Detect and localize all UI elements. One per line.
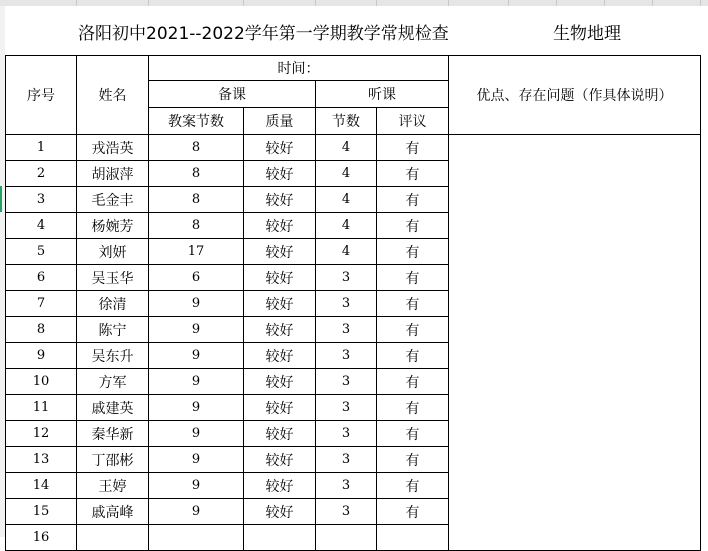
cell-quality[interactable]: 较好 bbox=[244, 213, 316, 239]
cell-quality[interactable]: 较好 bbox=[244, 135, 316, 161]
cell-seq[interactable]: 9 bbox=[6, 343, 77, 369]
worksheet[interactable] bbox=[5, 6, 708, 545]
cell-plan-count[interactable]: 9 bbox=[149, 343, 244, 369]
cell-name[interactable]: 胡淑萍 bbox=[77, 161, 149, 187]
header-listen[interactable]: 听课 bbox=[316, 81, 449, 108]
cell-lesson-count[interactable]: 4 bbox=[316, 135, 377, 161]
subject-label: 生物地理 bbox=[553, 24, 621, 44]
cell-lesson-count[interactable]: 3 bbox=[316, 369, 377, 395]
cell-seq[interactable]: 15 bbox=[6, 499, 77, 525]
cell-lesson-count[interactable]: 3 bbox=[316, 317, 377, 343]
header-prep[interactable]: 备课 bbox=[149, 81, 316, 108]
sheet-title: 洛阳初中2021--2022学年第一学期教学常规检查 bbox=[78, 24, 449, 44]
header-plan-count[interactable]: 教案节数 bbox=[149, 108, 244, 135]
cell-lesson-count[interactable]: 3 bbox=[316, 291, 377, 317]
cell-plan-count[interactable]: 9 bbox=[149, 499, 244, 525]
title-row[interactable] bbox=[5, 6, 708, 55]
cell-comment[interactable]: 有 bbox=[377, 421, 449, 447]
cell-name[interactable]: 杨婉芳 bbox=[77, 213, 149, 239]
cell-name[interactable]: 戎浩英 bbox=[77, 135, 149, 161]
cell-lesson-count[interactable]: 3 bbox=[316, 473, 377, 499]
cell-quality[interactable]: 较好 bbox=[244, 395, 316, 421]
cell-seq[interactable]: 3 bbox=[6, 187, 77, 213]
cell-seq[interactable]: 2 bbox=[6, 161, 77, 187]
cell-plan-count[interactable]: 9 bbox=[149, 369, 244, 395]
cell-name[interactable]: 吴玉华 bbox=[77, 265, 149, 291]
cell-quality[interactable]: 较好 bbox=[244, 317, 316, 343]
cell-name[interactable]: 陈宁 bbox=[77, 317, 149, 343]
cell-name[interactable] bbox=[77, 525, 149, 551]
table-row bbox=[6, 135, 701, 161]
cell-plan-count[interactable] bbox=[149, 525, 244, 551]
header-quality[interactable]: 质量 bbox=[244, 108, 316, 135]
cell-seq[interactable]: 8 bbox=[6, 317, 77, 343]
cell-name[interactable]: 戚建英 bbox=[77, 395, 149, 421]
cell-comment[interactable]: 有 bbox=[377, 291, 449, 317]
cell-comment[interactable]: 有 bbox=[377, 473, 449, 499]
cell-lesson-count[interactable] bbox=[316, 525, 377, 551]
header-lesson-count[interactable]: 节数 bbox=[316, 108, 377, 135]
cell-quality[interactable]: 较好 bbox=[244, 187, 316, 213]
cell-plan-count[interactable]: 8 bbox=[149, 135, 244, 161]
cell-comment[interactable]: 有 bbox=[377, 161, 449, 187]
cell-seq[interactable]: 16 bbox=[6, 525, 77, 551]
cell-quality[interactable]: 较好 bbox=[244, 369, 316, 395]
cell-plan-count[interactable]: 9 bbox=[149, 395, 244, 421]
cell-seq[interactable]: 6 bbox=[6, 265, 77, 291]
cell-plan-count[interactable]: 8 bbox=[149, 161, 244, 187]
header-name[interactable]: 姓名 bbox=[77, 56, 149, 135]
cell-quality[interactable]: 较好 bbox=[244, 447, 316, 473]
cell-lesson-count[interactable]: 3 bbox=[316, 395, 377, 421]
cell-plan-count[interactable]: 9 bbox=[149, 447, 244, 473]
cell-seq[interactable]: 1 bbox=[6, 135, 77, 161]
cell-quality[interactable]: 较好 bbox=[244, 499, 316, 525]
cell-lesson-count[interactable]: 4 bbox=[316, 239, 377, 265]
cell-lesson-count[interactable]: 3 bbox=[316, 421, 377, 447]
cell-lesson-count[interactable]: 4 bbox=[316, 187, 377, 213]
cell-lesson-count[interactable]: 4 bbox=[316, 161, 377, 187]
header-remarks[interactable]: 优点、存在问题（作具体说明） bbox=[449, 56, 701, 135]
cell-plan-count[interactable]: 9 bbox=[149, 421, 244, 447]
cell-quality[interactable] bbox=[244, 525, 316, 551]
active-cell-indicator bbox=[0, 186, 2, 212]
cell-quality[interactable]: 较好 bbox=[244, 473, 316, 499]
cell-plan-count[interactable]: 8 bbox=[149, 187, 244, 213]
header-time[interactable]: 时间： bbox=[149, 56, 449, 81]
cell-lesson-count[interactable]: 4 bbox=[316, 213, 377, 239]
inspection-table bbox=[5, 55, 701, 551]
cell-plan-count[interactable]: 17 bbox=[149, 239, 244, 265]
cell-quality[interactable]: 较好 bbox=[244, 161, 316, 187]
cell-comment[interactable]: 有 bbox=[377, 135, 449, 161]
cell-comment[interactable]: 有 bbox=[377, 187, 449, 213]
cell-name[interactable]: 刘妍 bbox=[77, 239, 149, 265]
cell-name[interactable]: 徐清 bbox=[77, 291, 149, 317]
cell-lesson-count[interactable]: 3 bbox=[316, 447, 377, 473]
cell-name[interactable]: 方军 bbox=[77, 369, 149, 395]
cell-plan-count[interactable]: 9 bbox=[149, 317, 244, 343]
cell-seq[interactable]: 14 bbox=[6, 473, 77, 499]
header-comment[interactable]: 评议 bbox=[377, 108, 449, 135]
cell-seq[interactable]: 11 bbox=[6, 395, 77, 421]
header-seq[interactable]: 序号 bbox=[6, 56, 77, 135]
cell-comment[interactable]: 有 bbox=[377, 447, 449, 473]
cell-comment[interactable]: 有 bbox=[377, 213, 449, 239]
cell-seq[interactable]: 4 bbox=[6, 213, 77, 239]
cell-plan-count[interactable]: 6 bbox=[149, 265, 244, 291]
cell-quality[interactable]: 较好 bbox=[244, 421, 316, 447]
cell-comment[interactable] bbox=[377, 525, 449, 551]
cell-seq[interactable]: 5 bbox=[6, 239, 77, 265]
cell-lesson-count[interactable]: 3 bbox=[316, 265, 377, 291]
cell-name[interactable]: 王婷 bbox=[77, 473, 149, 499]
cell-plan-count[interactable]: 8 bbox=[149, 213, 244, 239]
cell-comment[interactable]: 有 bbox=[377, 499, 449, 525]
cell-comment[interactable]: 有 bbox=[377, 369, 449, 395]
cell-lesson-count[interactable]: 3 bbox=[316, 499, 377, 525]
cell-seq[interactable]: 13 bbox=[6, 447, 77, 473]
cell-remarks[interactable] bbox=[449, 135, 701, 551]
cell-comment[interactable]: 有 bbox=[377, 265, 449, 291]
cell-comment[interactable]: 有 bbox=[377, 239, 449, 265]
cell-quality[interactable]: 较好 bbox=[244, 239, 316, 265]
cell-seq[interactable]: 12 bbox=[6, 421, 77, 447]
cell-name[interactable]: 戚高峰 bbox=[77, 499, 149, 525]
cell-name[interactable]: 毛金丰 bbox=[77, 187, 149, 213]
cell-plan-count[interactable]: 9 bbox=[149, 291, 244, 317]
cell-seq[interactable]: 7 bbox=[6, 291, 77, 317]
cell-name[interactable]: 吴东升 bbox=[77, 343, 149, 369]
cell-comment[interactable]: 有 bbox=[377, 395, 449, 421]
cell-quality[interactable]: 较好 bbox=[244, 265, 316, 291]
cell-quality[interactable]: 较好 bbox=[244, 343, 316, 369]
cell-lesson-count[interactable]: 3 bbox=[316, 343, 377, 369]
cell-name[interactable]: 秦华新 bbox=[77, 421, 149, 447]
cell-plan-count[interactable]: 9 bbox=[149, 473, 244, 499]
cell-seq[interactable]: 10 bbox=[6, 369, 77, 395]
cell-name[interactable]: 丁邵彬 bbox=[77, 447, 149, 473]
cell-quality[interactable]: 较好 bbox=[244, 291, 316, 317]
cell-comment[interactable]: 有 bbox=[377, 343, 449, 369]
cell-comment[interactable]: 有 bbox=[377, 317, 449, 343]
